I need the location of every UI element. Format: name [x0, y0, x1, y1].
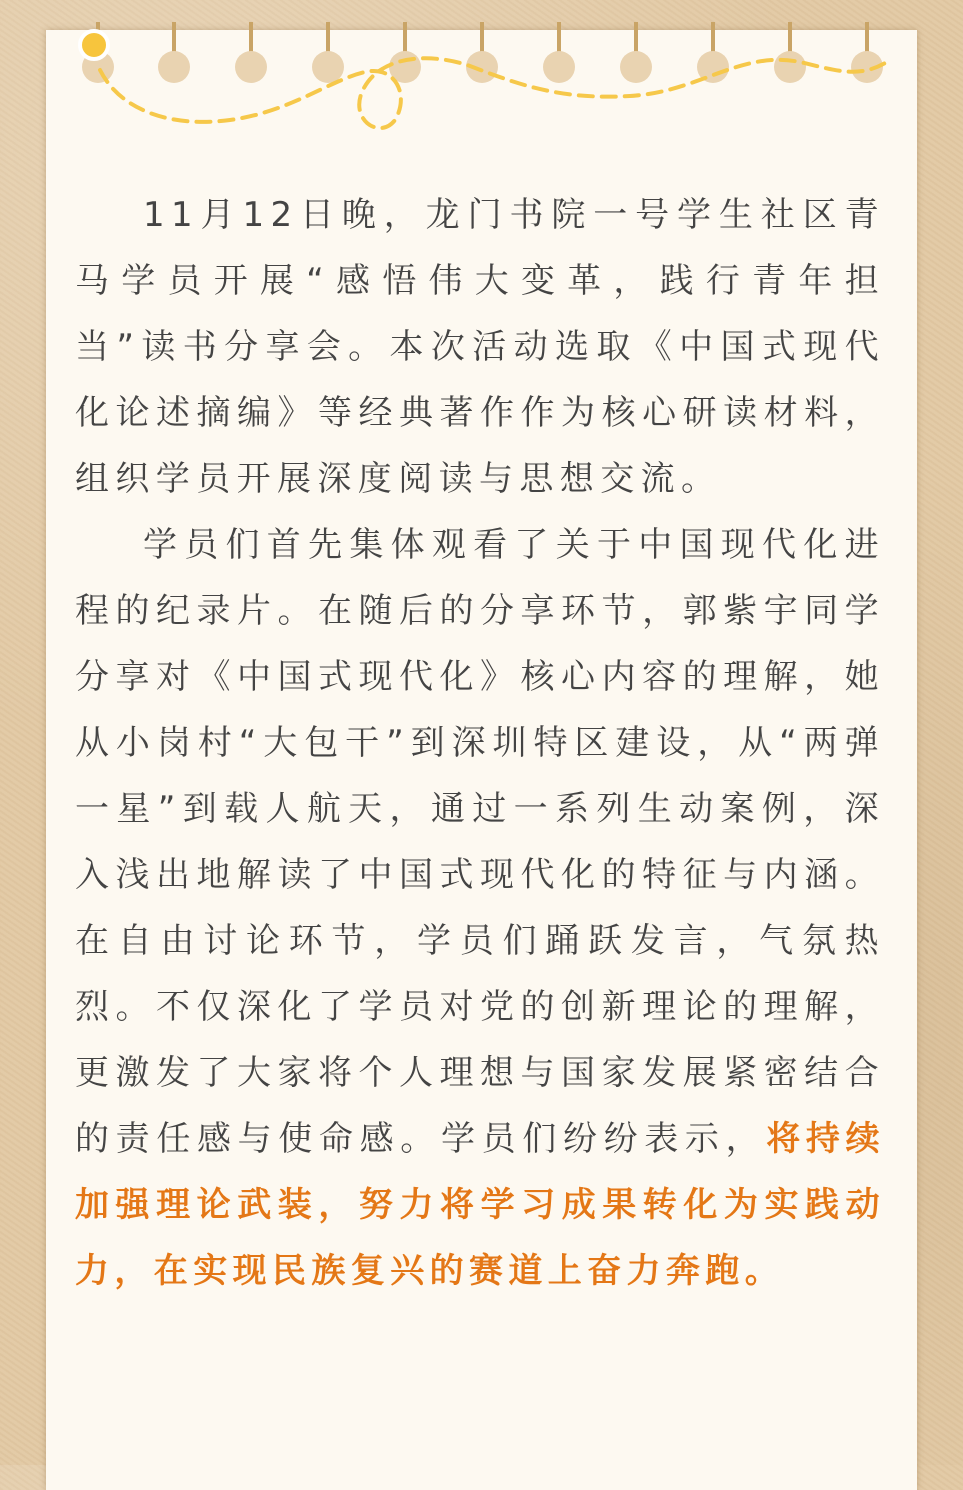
- article-paragraph-1: 11月12日晚，龙门书院一号学生社区青马学员开展“感悟伟大变革，践行青年担当”读书分享会。本次活动选取《中国式现代化论述摘编》等经典著作作为核心研读材料，组织学员开展深度阅读与思想交流。: [75, 195, 885, 499]
- paragraph-2-text: 学员们首先集体观看了关于中国现代化进程的纪录片。在随后的分享环节，郭紫宇同学分享对《中国式现代化》核心内容的理解，她从小岗村“大包干”到深圳特区建设，从“两弹一星”到载人航天，通过一系列生动案例，深入浅出地解读了中国式现代化的特征与内涵。在自由讨论环节，学员们踊跃发言，气氛热烈。不仅深化了学员对党的创新理论的理解，更激发了大家将个人理想与国家发展紧密结合的责任感与使命感。学员们纷纷表示，: [75, 525, 885, 1159]
- article-paragraph-2: [75, 512, 885, 1304]
- highlighted-conclusion: 将持续加强理论武装，努力将学习成果转化为实践动力，在实现民族复兴的赛道上奋力奔跑。: [75, 1119, 885, 1291]
- article-body: [75, 182, 885, 1304]
